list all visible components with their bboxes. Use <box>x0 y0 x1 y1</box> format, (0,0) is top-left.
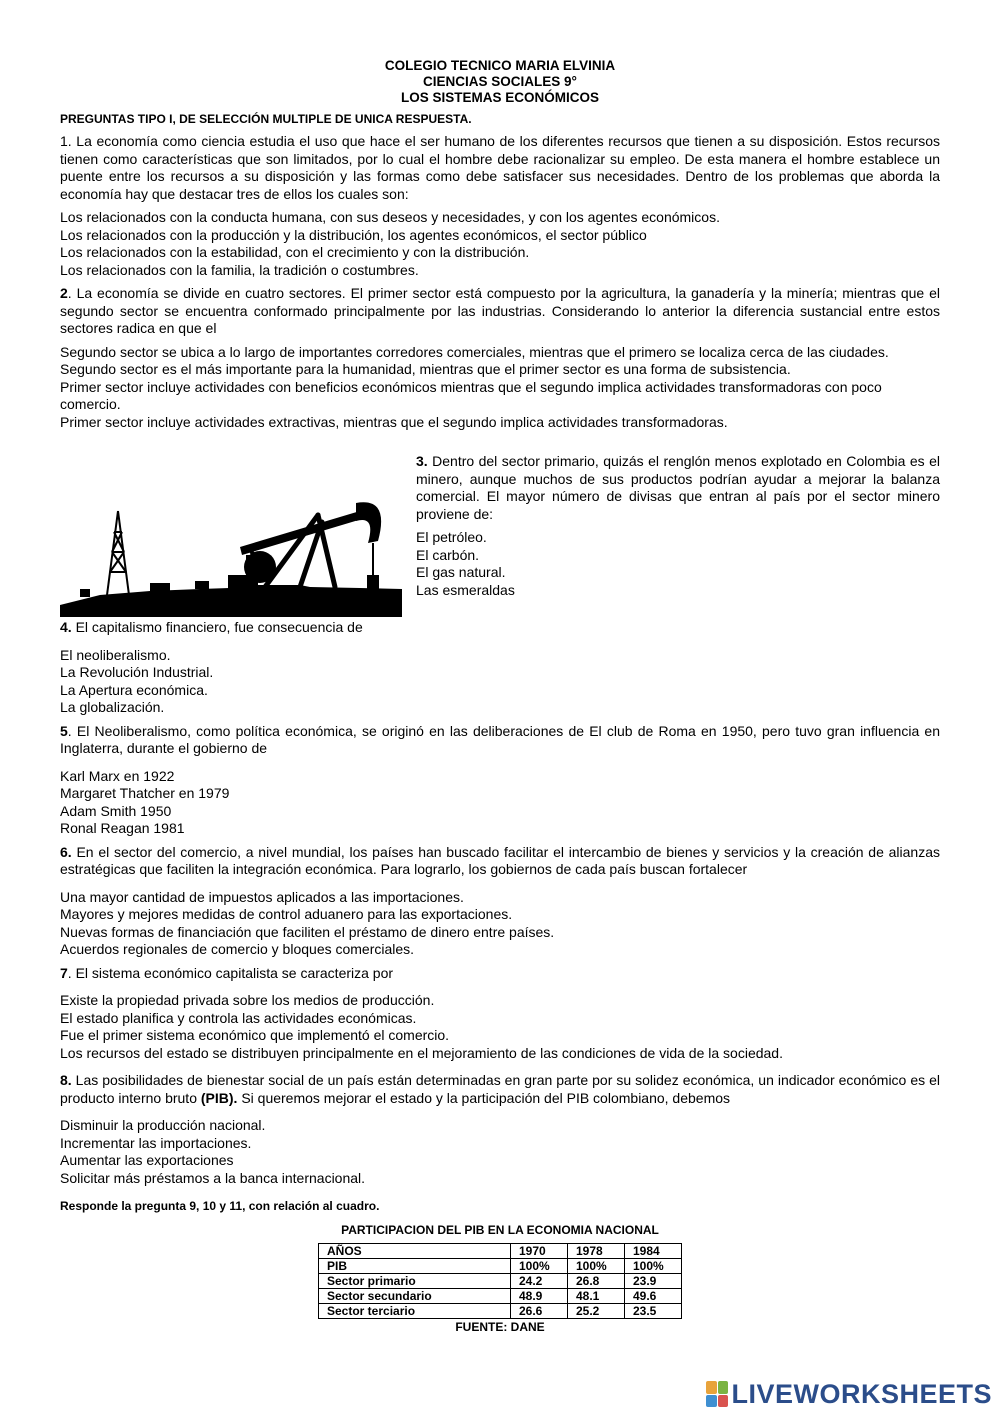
table-cell: AÑOS <box>319 1244 511 1259</box>
table-cell: 1984 <box>625 1244 682 1259</box>
table-cell: 26.8 <box>568 1274 625 1289</box>
table-row <box>319 1259 682 1274</box>
table-row <box>319 1274 682 1289</box>
question-6-options <box>60 889 940 959</box>
table-cell: 26.6 <box>511 1304 568 1319</box>
table-cell: Sector primario <box>319 1274 511 1289</box>
question-3: 3. Dentro del sector primario, quizás el renglón menos explotado en Colombia es el minero, aunque muchos de sus productos podrían ayudar a mejorar la balanza comercial. El mayor número de divisas que entran al país por el sector minero proviene de: <box>416 453 940 522</box>
option[interactable]: La globalización. <box>60 699 165 715</box>
section-title: PREGUNTAS TIPO I, DE SELECCIÓN MULTIPLE DE UNICA RESPUESTA. <box>60 112 472 126</box>
option[interactable]: Los relacionados con la estabilidad, con el crecimiento y con la distribución. <box>60 244 530 260</box>
table-row <box>319 1304 682 1319</box>
logo-tile <box>706 1381 717 1394</box>
question-8: 8. Las posibilidades de bienestar social de un país están determinadas en gran parte por su solidez económica, un indicador económico es el producto interno bruto (PIB). Si queremos mejorar el estado y la participación del PIB colombiano, debemos <box>60 1072 940 1106</box>
option[interactable]: Fue el primer sistema económico que implementó el comercio. <box>60 1027 450 1043</box>
question-8-options <box>60 1117 940 1187</box>
option[interactable]: Disminuir la producción nacional. <box>60 1117 266 1133</box>
table-cell: Sector secundario <box>319 1289 511 1304</box>
table-title: PARTICIPACION DEL PIB EN LA ECONOMIA NACIONAL <box>341 1223 659 1237</box>
question-3-block <box>416 453 940 617</box>
option[interactable]: Mayores y mejores medidas de control aduanero para las exportaciones. <box>60 906 513 922</box>
question-4: 4. El capitalismo financiero, fue consecuencia de <box>60 619 363 635</box>
table-source: FUENTE: DANE <box>455 1320 545 1334</box>
table-cell: 48.1 <box>568 1289 625 1304</box>
question-1: 1. La economía como ciencia estudia el uso que hace el ser humano de los diferentes recursos que tienen a su disposición. Estos recursos tienen como características que son limitados, por lo cual el hombre debe racionalizar su empleo. De esta manera el hombre establece un puente entre los recursos a su disposición y las formas como debe satisfacer sus necesidades. Dentro de los problemas que aborda la economía hay que destacar tres de ellos los cuales son: <box>60 133 940 202</box>
option[interactable]: Segundo sector es el más importante para la humanidad, mientras que el primer sector es una forma de subsistencia. <box>60 361 791 377</box>
question-2: 2. La economía se divide en cuatro sectores. El primer sector está compuesto por la agricultura, la ganadería y la minería; mientras que el segundo sector se encuentra conformado principalmente por las industrias. Considerando lo anterior la diferencia sustancial entre estos sectores radica en que el <box>60 285 940 336</box>
option[interactable]: Los relacionados con la conducta humana, con sus deseos y necesidades, y con los agentes económicos. <box>60 209 720 225</box>
pib-table <box>318 1243 682 1319</box>
school-name: COLEGIO TECNICO MARIA ELVINIA <box>384 58 616 73</box>
option[interactable]: Segundo sector se ubica a lo largo de importantes corredores comerciales, mientras que el primero se localiza cerca de las ciudades. <box>60 343 889 360</box>
liveworksheets-logo-icon <box>706 1381 728 1407</box>
table-cell: 100% <box>568 1259 625 1274</box>
table-cell: PIB <box>319 1259 511 1274</box>
table-cell: 23.5 <box>625 1304 682 1319</box>
topic-title: LOS SISTEMAS ECONÓMICOS <box>400 90 600 105</box>
table-header-row <box>319 1244 682 1259</box>
option[interactable]: Aumentar las exportaciones <box>60 1152 234 1168</box>
option[interactable]: Existe la propiedad privada sobre los medios de producción. <box>60 992 435 1008</box>
option[interactable]: La Revolución Industrial. <box>60 664 214 680</box>
question-5-options <box>60 768 940 838</box>
table-cell: 23.9 <box>625 1274 682 1289</box>
option[interactable]: Margaret Thatcher en 1979 <box>60 785 230 801</box>
document-header <box>60 58 940 106</box>
option[interactable]: Los recursos del estado se distribuyen principalmente en el mejoramiento de las condiciones de vida de la sociedad. <box>60 1044 783 1061</box>
question-7-options <box>60 992 940 1062</box>
option[interactable]: Primer sector incluye actividades con beneficios económicos mientras que el segundo implica actividades transformadoras con poco comercio. <box>60 378 882 412</box>
table-cell: 25.2 <box>568 1304 625 1319</box>
worksheet-page <box>60 58 940 1334</box>
option[interactable]: Nuevas formas de financiación que faciliten el préstamo de dinero entre países. <box>60 923 555 940</box>
option[interactable]: Adam Smith 1950 <box>60 802 172 819</box>
brand-name: LIVEWORKSHEETS <box>731 1379 992 1409</box>
option[interactable]: Los relacionados con la familia, la tradición o costumbres. <box>60 261 419 278</box>
option[interactable]: La Apertura económica. <box>60 681 208 698</box>
table-cell: Sector terciario <box>319 1304 511 1319</box>
oil-pumpjack-icon <box>60 467 402 617</box>
option[interactable]: Incrementar las importaciones. <box>60 1134 252 1151</box>
option[interactable]: El gas natural. <box>416 564 506 580</box>
table-cell: 100% <box>511 1259 568 1274</box>
option[interactable]: El petróleo. <box>416 529 487 545</box>
question-2-options <box>60 344 940 432</box>
question-5: 5. El Neoliberalismo, como política económica, se originó en las deliberaciones de El club de Roma en 1950, pero tuvo gran influencia en Inglaterra, durante el gobierno de <box>60 722 940 756</box>
table-cell: 1970 <box>511 1244 568 1259</box>
option[interactable]: El neoliberalismo. <box>60 646 171 663</box>
question-6: 6. En el sector del comercio, a nivel mundial, los países han buscado facilitar el intercambio de bienes y servicios y la creación de alianzas estratégicas que faciliten la integración económica. Para lograrlo, los gobiernos de cada país buscan fortalecer <box>60 843 940 877</box>
table-instruction: Responde la pregunta 9, 10 y 11, con relación al cuadro. <box>60 1199 380 1213</box>
question-4-options <box>60 647 940 717</box>
liveworksheets-brand[interactable] <box>706 1379 992 1409</box>
table-row <box>319 1289 682 1304</box>
option[interactable]: El estado planifica y controla las actividades económicas. <box>60 1009 417 1026</box>
option[interactable]: Karl Marx en 1922 <box>60 767 175 784</box>
table-cell: 1978 <box>568 1244 625 1259</box>
option[interactable]: Ronal Reagan 1981 <box>60 820 185 836</box>
option[interactable]: El carbón. <box>416 546 480 563</box>
table-cell: 48.9 <box>511 1289 568 1304</box>
table-cell: 100% <box>625 1259 682 1274</box>
option[interactable]: Primer sector incluye actividades extractivas, mientras que el segundo implica actividades transformadoras. <box>60 413 728 430</box>
logo-tile <box>718 1395 729 1408</box>
table-cell: 24.2 <box>511 1274 568 1289</box>
option[interactable]: Una mayor cantidad de impuestos aplicados a las importaciones. <box>60 888 464 905</box>
logo-tile <box>718 1381 729 1394</box>
option[interactable]: Solicitar más préstamos a la banca internacional. <box>60 1169 366 1186</box>
option[interactable]: Acuerdos regionales de comercio y bloques comerciales. <box>60 941 415 957</box>
question-3-options <box>416 529 940 599</box>
question-7: 7. El sistema económico capitalista se caracteriza por <box>60 964 394 981</box>
question-1-options <box>60 209 940 279</box>
subject-title: CIENCIAS SOCIALES 9° <box>423 74 577 89</box>
question-3-row <box>60 453 940 617</box>
logo-tile <box>706 1395 717 1408</box>
option[interactable]: Los relacionados con la producción y la distribución, los agentes económicos, el sector público <box>60 226 647 243</box>
option[interactable]: Las esmeraldas <box>416 581 515 598</box>
table-cell: 49.6 <box>625 1289 682 1304</box>
